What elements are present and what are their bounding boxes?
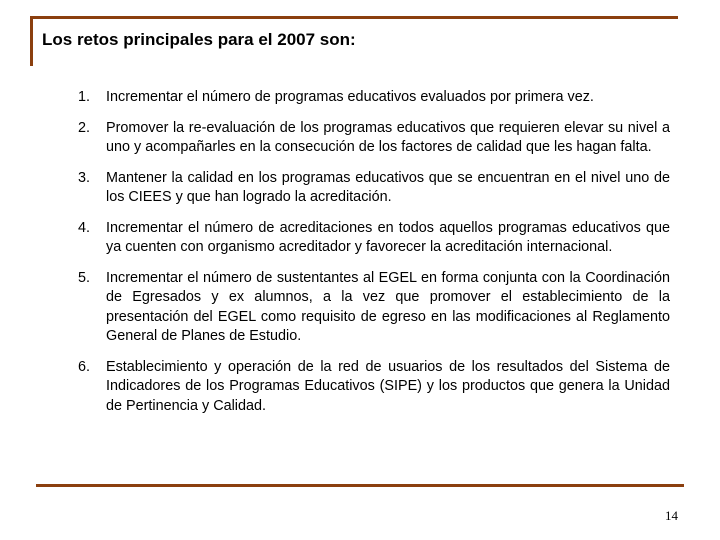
list-item: [78, 269, 670, 347]
list-item-text: Incrementar el número de acreditaciones en todos aquellos programas educativos que ya cuenten con organismo acreditador y favorecer la acreditación internacional.: [106, 219, 670, 255]
list-item-number: 3.: [78, 169, 91, 186]
challenges-list: [78, 88, 670, 427]
list-item-text: Establecimiento y operación de la red de usuarios de los resultados del Sistema de Indicadores de los Programas Educativos (SIPE) y los productos que genera la Unidad de Pertinencia y Calidad.: [106, 358, 670, 414]
list-item: [78, 219, 670, 258]
page-number: 14: [665, 508, 678, 523]
list-item-text: Promover la re-evaluación de los programas educativos que requieren elevar su nivel a uno y acompañarles en la consecución de los factores de calidad que les hagan falta.: [106, 119, 670, 155]
list-item-number: 1.: [78, 89, 91, 105]
list-item-number: 6.: [78, 358, 91, 375]
list-item: [78, 88, 670, 108]
list-item-number: 4.: [78, 219, 91, 236]
title-top-rule: [30, 16, 678, 19]
title-left-rule: [30, 16, 33, 66]
list-item-number: 5.: [78, 269, 91, 286]
list-item: [78, 169, 670, 208]
list-item: [78, 358, 670, 417]
list-item-text: Incrementar el número de programas educativos evaluados por primera vez.: [106, 89, 594, 105]
list-item: [78, 119, 670, 158]
list-item-text: Mantener la calidad en los programas educativos que se encuentran en el nivel uno de los CIEES y que han logrado la acreditación.: [106, 169, 670, 205]
list-item-text: Incrementar el número de sustentantes al EGEL en forma conjunta con la Coordinación de Egresados y ex alumnos, a la vez que promover el establecimiento de la presentación del EGEL como requisito de egreso en las modificaciones al Reglamento General de Planes de Estudio.: [106, 269, 670, 344]
footer-rule: [36, 484, 684, 487]
slide-title: Los retos principales para el 2007 son:: [42, 30, 356, 49]
list-item-number: 2.: [78, 119, 91, 136]
